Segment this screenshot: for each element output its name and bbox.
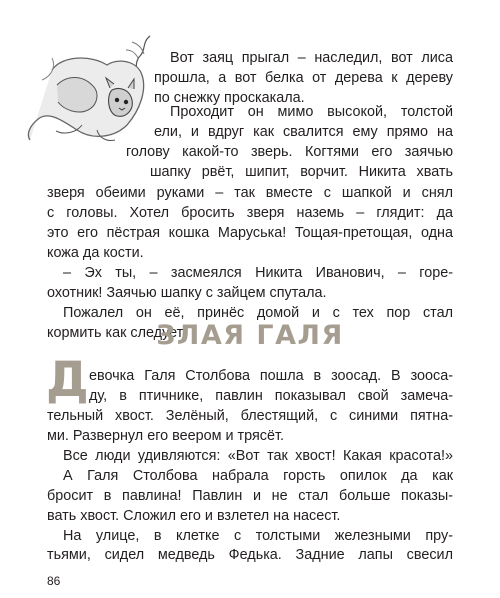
text-line-24: На улице, в клетке с толстыми железными пру- [63, 528, 453, 544]
text-line-6: голову какой-то зверь. Когтями его заячью [126, 144, 453, 160]
text-line-15: кормить как следует. [47, 325, 186, 341]
text-line-21: А Галя Столбова набрала горсть опилок да как [63, 468, 453, 484]
text-line-11: кожа да кости. [47, 245, 144, 261]
text-line-3: по снежку проскакала. [154, 90, 305, 106]
text-line-13: охотник! Заячью шапку с зайцем спутала. [47, 285, 327, 301]
page-number: 86 [47, 574, 61, 588]
text-line-8: зверя обеими руками – так вместе с шапкой и снял [47, 185, 453, 201]
text-line-9: с головы. Хотел бросить зверя наземь – глядит: да [47, 205, 453, 221]
text-line-7: шапку рвёт, шипит, ворчит. Никита хвать [150, 164, 453, 180]
text-line-2: прошла, а вот белка от дерева к дереву [154, 70, 453, 86]
text-line-10: это его пёстрая кошка Маруська! Тощая-претощая, одна [47, 225, 453, 241]
text-line-25: тьями, сидел медведь Федька. Задние лапы свесил [47, 547, 453, 563]
text-line-19: ми. Развернул его веером и трясёт. [47, 428, 284, 444]
text-line-16: евочка Галя Столбова пошла в зоосад. В зооса- [89, 368, 453, 384]
text-line-14: Пожалел он её, принёс домой и с тех пор стал [63, 305, 453, 321]
text-line-22: бросит в павлина! Павлин и не стал больше показы- [47, 488, 453, 504]
text-line-17: ду, в птичнике, павлин показывал свой замеча- [89, 388, 453, 404]
cat-illustration [22, 30, 162, 150]
text-line-23: вать хвост. Сложил его и взлетел на насест. [47, 508, 341, 524]
text-line-18: тельный хвост. Зелёный, блестящий, с синими пятна- [47, 408, 453, 424]
chapter-title: ЗЛАЯ ГАЛЯ [156, 320, 344, 351]
text-line-20: Все люди удивляются: «Вот так хвост! Какая красота!» [63, 448, 453, 464]
drop-cap: Д [46, 352, 89, 408]
text-line-1: Вот заяц прыгал – наследил, вот лиса [170, 50, 453, 66]
text-line-5: ели, и вдруг как свалится ему прямо на [154, 124, 453, 140]
text-line-12: – Эх ты, – засмеялся Никита Иванович, – горе- [63, 265, 453, 281]
text-line-4: Проходит он мимо высокой, толстой [170, 104, 453, 120]
